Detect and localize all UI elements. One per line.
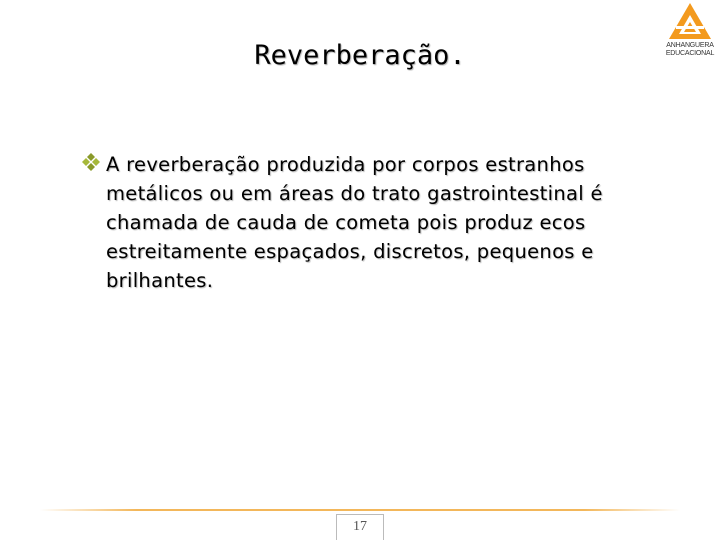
logo-line-2: EDUCACIONAL bbox=[665, 50, 715, 57]
logo-text bbox=[662, 42, 718, 58]
company-logo bbox=[662, 2, 718, 62]
slide-title: Reverberação. bbox=[254, 40, 466, 71]
page-number: 17 bbox=[336, 514, 384, 540]
logo-triangle-icon bbox=[668, 2, 712, 40]
diamond-bullet-icon bbox=[82, 153, 100, 171]
bullet-text: A reverberação produzida por corpos estranhos metálicos ou em áreas do trato gastrointestinal é chamada de cauda de cometa pois produz ecos estreitamente espaçados, discretos, pequenos e brilhantes. bbox=[106, 153, 603, 292]
footer-divider bbox=[40, 508, 680, 512]
logo-line-1: ANHANGUERA bbox=[666, 42, 714, 49]
